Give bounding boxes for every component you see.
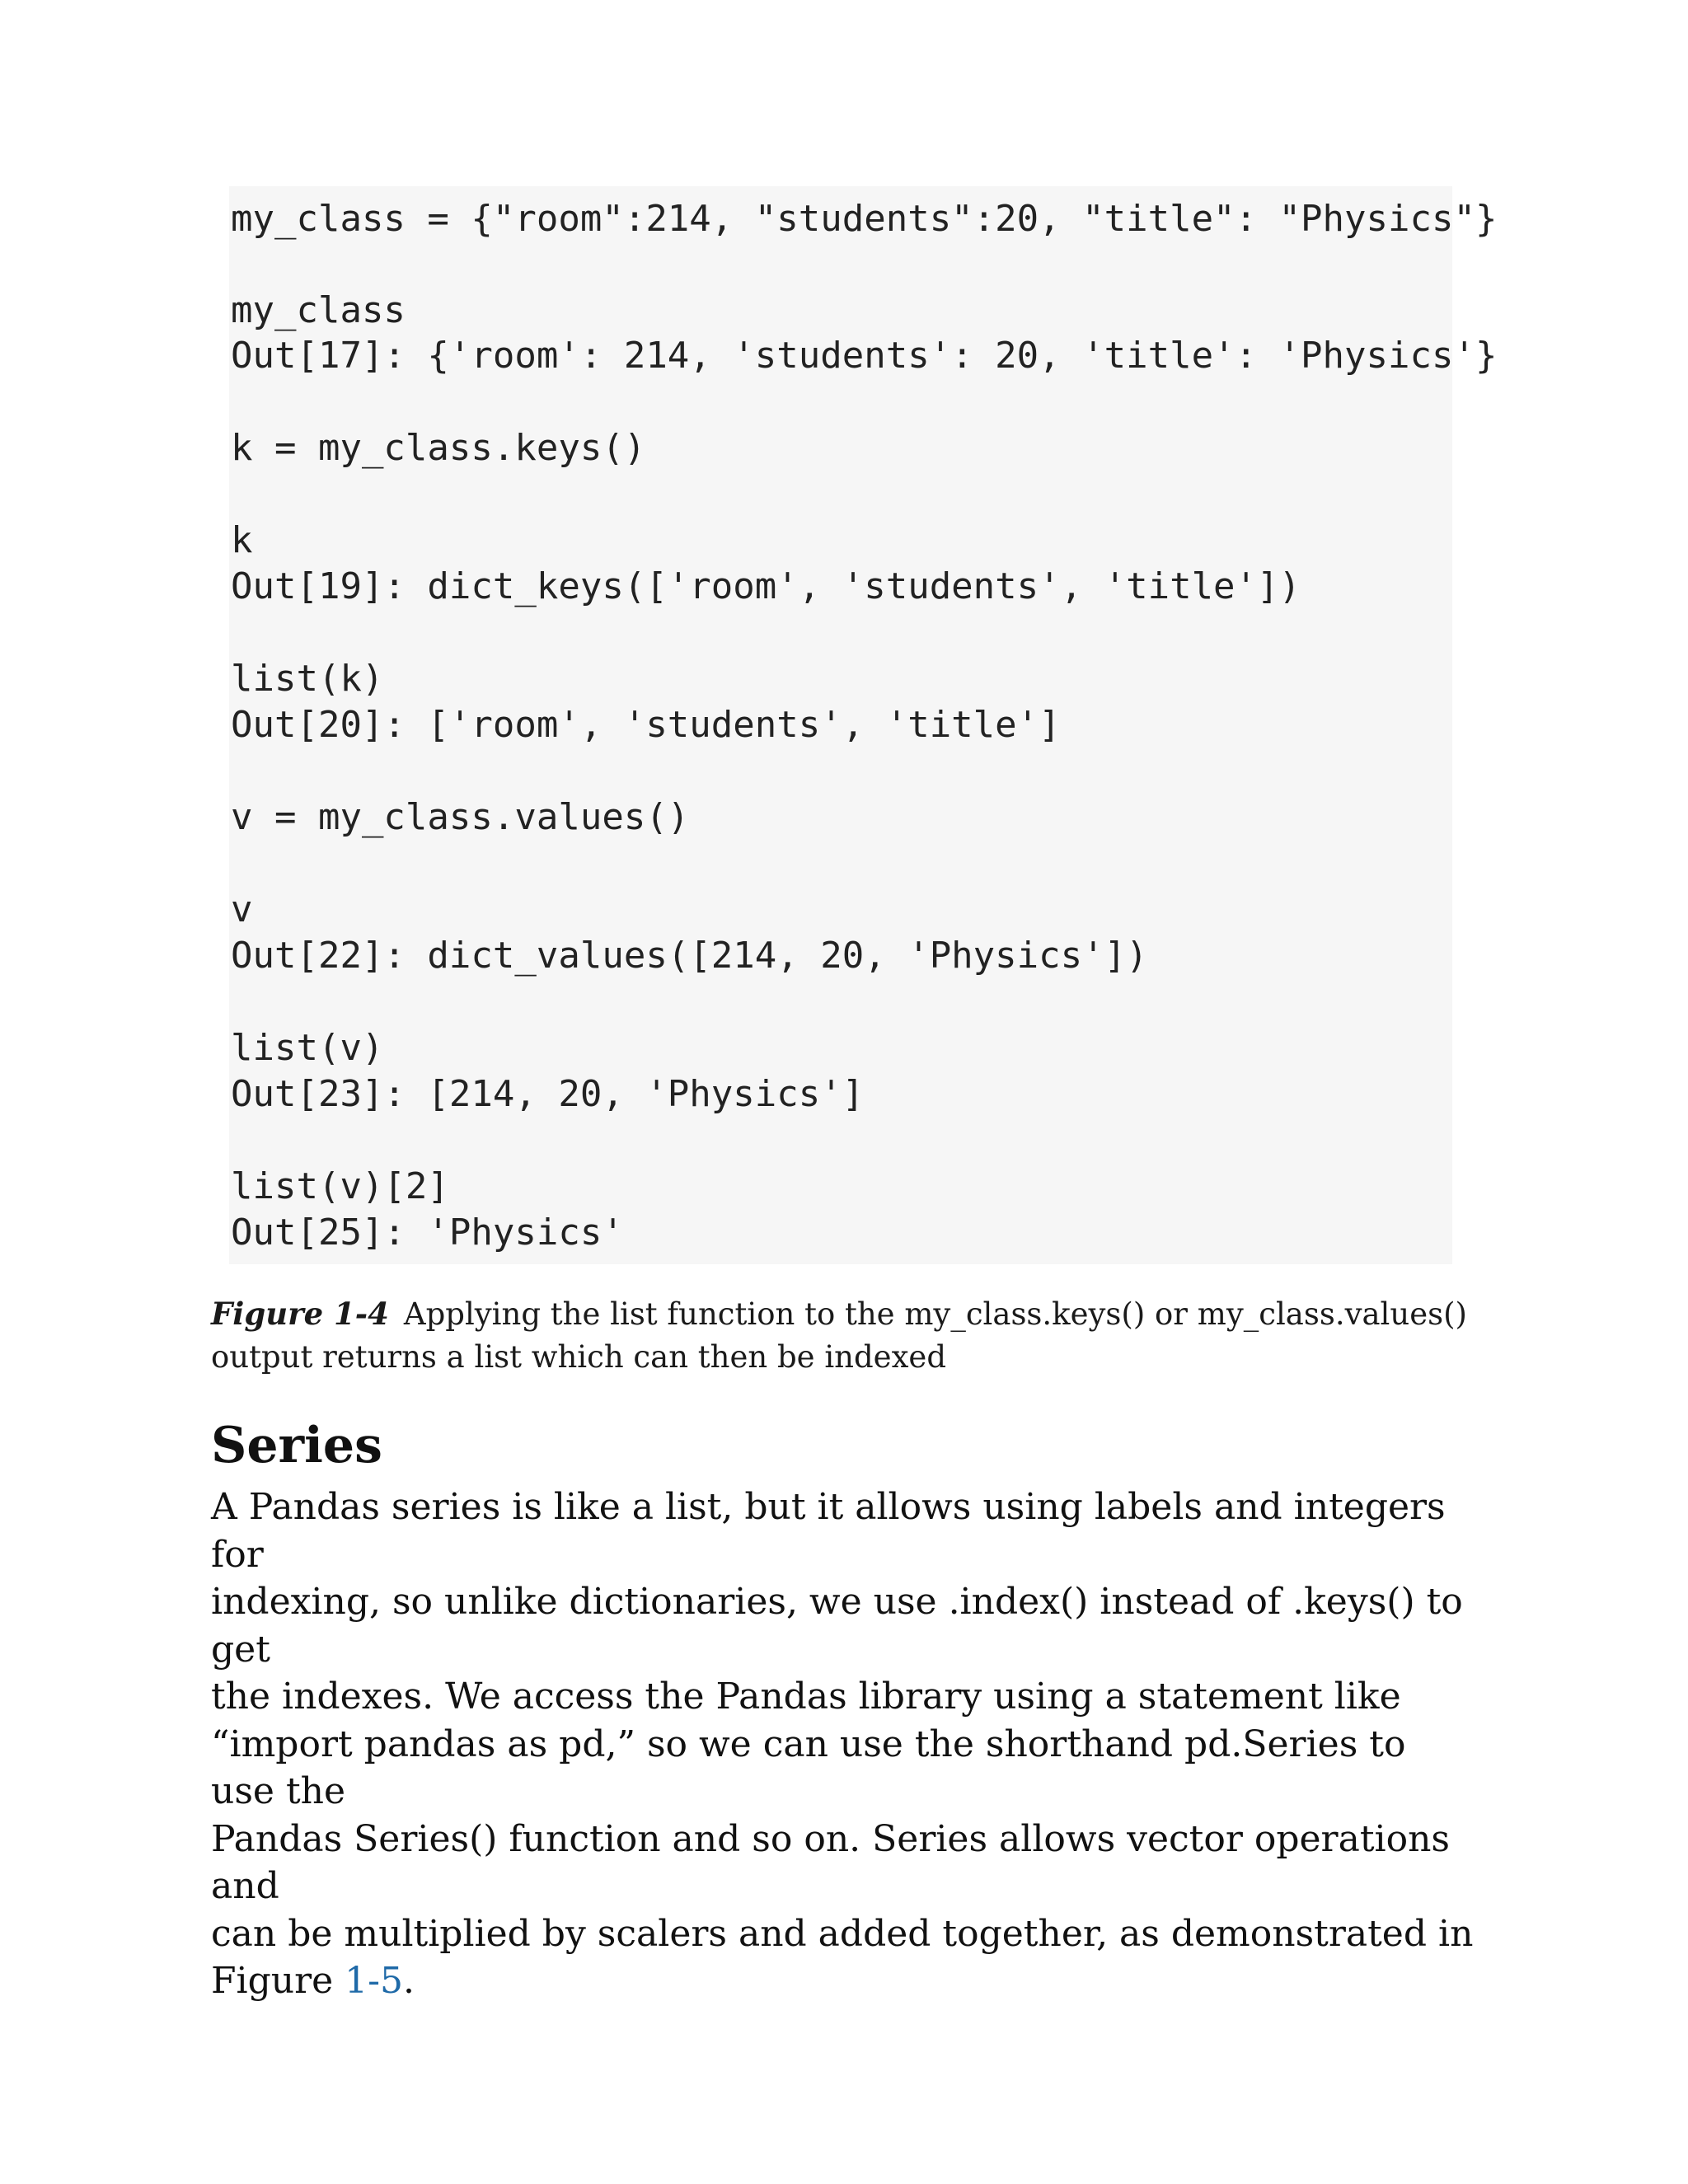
paragraph-line: indexing, so unlike dictionaries, we use .index() instead of .keys() to get	[211, 1581, 1463, 1671]
code-screenshot	[229, 186, 1498, 1264]
figure-reference-link[interactable]: 1-5	[345, 1960, 404, 2002]
code-line: Out[22]: dict_values([214, 20, 'Physics'])	[231, 935, 1148, 977]
code-line: v = my_class.values()	[231, 796, 690, 838]
figure-caption-text-line1: Applying the list function to the my_class.keys() or my_class.values()	[403, 1296, 1467, 1332]
paragraph-last-line-prefix: Figure	[211, 1960, 345, 2002]
section-paragraph	[211, 1483, 1480, 2005]
paragraph-last-line-suffix: .	[403, 1960, 415, 2002]
code-line: Out[20]: ['room', 'students', 'title']	[231, 704, 1061, 746]
code-line: my_class	[231, 289, 406, 331]
code-line: k	[231, 519, 253, 561]
section-heading: Series	[211, 1417, 382, 1474]
code-line: Out[23]: [214, 20, 'Physics']	[231, 1073, 865, 1115]
figure-caption-label: Figure 1-4	[211, 1296, 389, 1332]
paragraph-line: A Pandas series is like a list, but it allows using labels and integers for	[211, 1486, 1446, 1576]
code-line: list(v)	[231, 1027, 384, 1069]
paragraph-line: the indexes. We access the Pandas library using a statement like	[211, 1675, 1401, 1718]
code-line: Out[25]: 'Physics'	[231, 1212, 624, 1254]
code-line: list(k)	[231, 658, 384, 700]
figure-caption	[211, 1292, 1480, 1379]
paragraph-line: “import pandas as pd,” so we can use the shorthand pd.Series to use the	[211, 1722, 1406, 1812]
code-line: k = my_class.keys()	[231, 427, 646, 469]
code-line: Out[19]: dict_keys(['room', 'students', 'title'])	[231, 565, 1301, 607]
code-line: my_class = {"room":214, "students":20, "title": "Physics"}	[231, 198, 1498, 240]
code-line: list(v)[2]	[231, 1165, 449, 1207]
paragraph-line: can be multiplied by scalers and added together, as demonstrated in	[211, 1912, 1474, 1955]
code-line: v	[231, 888, 253, 930]
paragraph-line: Pandas Series() function and so on. Series allows vector operations and	[211, 1817, 1450, 1907]
figure-caption-text-line2: output returns a list which can then be indexed	[211, 1339, 947, 1375]
code-line: Out[17]: {'room': 214, 'students': 20, 'title': 'Physics'}	[231, 335, 1498, 377]
